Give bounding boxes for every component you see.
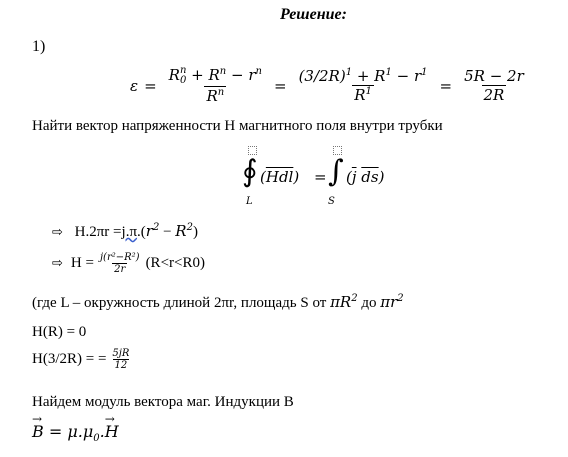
step-1-equation: ⇨ $H.2\pi r =j.\pi.(r^2 - R^2)$	[52, 222, 198, 240]
integral-limit-S: S	[328, 196, 335, 207]
h-3-2-fraction: $\frac{5jR}{12}$	[112, 348, 130, 371]
find-h-text: Найти вектор напряженности H магнитного поля внутри трубки	[32, 118, 443, 134]
h-at-3-2-R: H(3/2R) = = $\frac{5jR}{12}$	[32, 348, 130, 371]
epsilon-symbol: ε	[130, 76, 139, 95]
fraction-2	[297, 67, 430, 104]
h-at-R: H(R) = 0	[32, 324, 87, 340]
circulation-integral	[236, 146, 406, 212]
h-fraction: $\frac{\text{j(r²−R²)}}{2r}$	[99, 252, 140, 275]
item-number: 1)	[32, 38, 46, 55]
fraction-3-denominator: 2R	[483, 86, 505, 104]
contour-integral-sign: ∮	[242, 154, 258, 189]
fraction-3-numerator: 5R − 2r	[464, 67, 524, 85]
emf-equation: ε = R n 0 + $R^n - r^n$ $R^n$ = $\frac{(3/2R)^1 + R^1 - r^1}{R^1}$ = $\frac{5R - 2r}{2R}$	[130, 65, 524, 105]
fraction-1-denominator: $R^n$	[206, 87, 225, 105]
find-b-text: Найдем модуль вектора маг. Индукции B	[32, 394, 294, 410]
fraction-1-numerator: R n 0 + $R^n - r^n$	[168, 65, 262, 86]
integral-limit-L: L	[246, 196, 253, 207]
where-text: (где L – окружность длиной 2πr, площадь S от $\pi R^2$ до $\pi r^2$	[32, 293, 404, 311]
fraction-3	[462, 67, 526, 104]
b-equation: → $B = \mu.\mu_0$. → H	[32, 412, 119, 445]
fraction-2-denominator: $R^1$	[354, 86, 372, 104]
implies-arrow-icon: ⇨	[52, 225, 63, 240]
integral-equals: =	[314, 168, 327, 186]
fraction-1	[167, 66, 264, 105]
step-2-equation: ⇨ H = $\frac{\text{j(r²−R²)}}{2r}$ (R<r<R0)	[52, 252, 205, 275]
j-ds-product: ($\overline{j}$ $\overline{ds}$)	[346, 168, 385, 186]
solution-heading: Решение:	[280, 6, 347, 23]
h-dl-product: $(\overline{Hdl})$	[260, 168, 300, 186]
fraction-2-numerator: $(3/2R)^1 + R^1 - r^1$	[298, 67, 428, 85]
surface-integral-sign: ∫	[328, 154, 344, 189]
implies-arrow-icon: ⇨	[52, 256, 63, 271]
